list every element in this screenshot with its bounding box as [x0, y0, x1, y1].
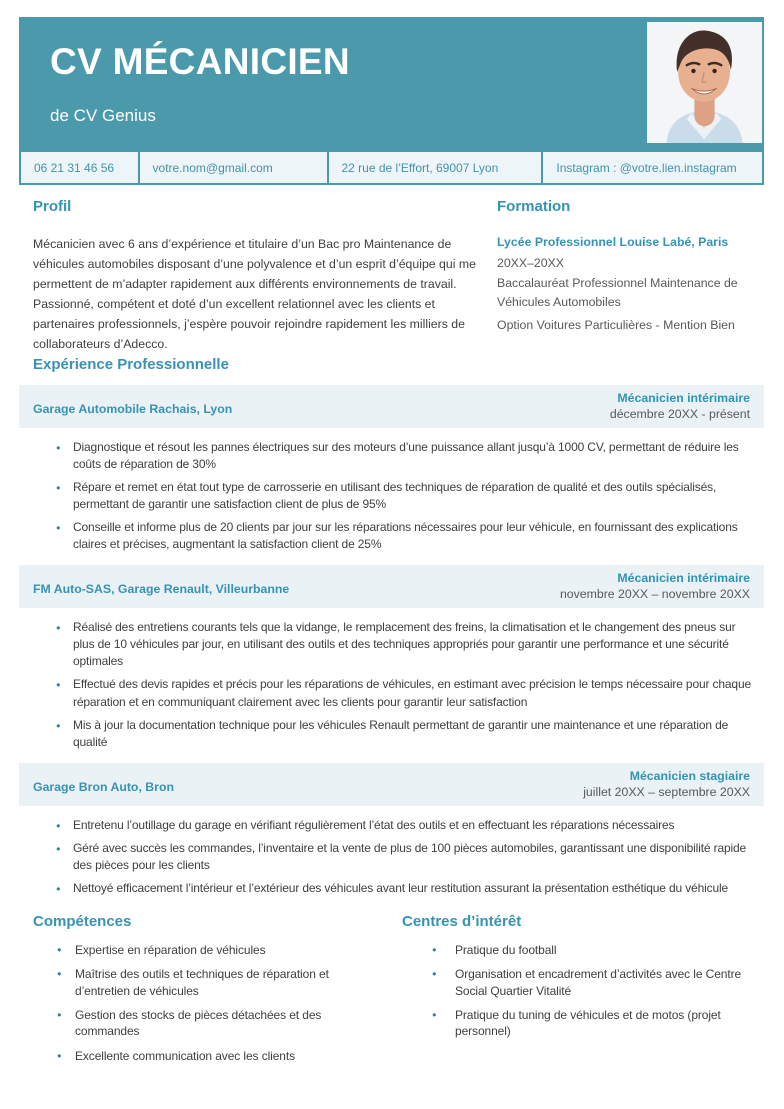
job-company: FM Auto-SAS, Garage Renault, Villeurbanne	[33, 582, 290, 597]
job-bullet: ● Mis à jour la documentation technique pour les véhicules Renault permettant de garantir une maintenance et une réparation de qualité	[19, 717, 758, 751]
job-title: Mécanicien intérimaire	[617, 571, 750, 586]
job-bullet-list	[19, 817, 764, 897]
competences-list	[33, 942, 378, 1065]
job-title-dates	[610, 391, 750, 421]
job-bullet: ● Réalisé des entretiens courants tels que la vidange, le remplacement des freins, la climatisation et le changement des pneus sur plus de 10 véhicules par jour, en utilisant des outils et des techniques appropriés pour garantir une performance et une sécurité optimales	[19, 619, 758, 670]
job-entry	[19, 385, 764, 553]
job-bullet: ● Répare et remet en état tout type de carrosserie en utilisant des techniques de réparation de qualité et des outils spécialisés, permettant de garantir une satisfaction client de plus de 95%	[19, 479, 758, 513]
job-entry	[19, 763, 764, 897]
contact-email: votre.nom@gmail.com	[140, 152, 329, 183]
profile-photo	[647, 22, 762, 143]
interets-heading: Centres d’intérêt	[402, 912, 522, 930]
interet-item: ● Organisation et encadrement d’activités avec le Centre Social Quartier Vitalité	[402, 966, 750, 999]
experience-heading: Expérience Professionnelle	[33, 356, 229, 374]
competence-item: ● Excellente communication avec les clients	[33, 1048, 378, 1064]
job-bullet: ● Entretenu l’outillage du garage en vérifiant régulièrement l’état des outils et en effectuant les réparations nécessaires	[19, 817, 758, 834]
bottom-columns	[33, 913, 750, 1073]
job-header-bar	[19, 385, 764, 428]
formation-option: Option Voitures Particulières - Mention Bien	[497, 317, 735, 332]
bottom-content	[19, 913, 764, 1073]
section-formation	[497, 198, 750, 354]
header-subtitle: de CV Genius	[50, 105, 156, 125]
header-band	[19, 17, 764, 152]
main-content	[19, 198, 764, 373]
job-bullet: ● Diagnostique et résout les pannes électriques sur des moteurs d’une puissance allant jusqu’à 1000 CV, permettant de réduire les coûts de réparation de 30%	[19, 439, 758, 473]
page-title: CV MÉCANICIEN	[50, 41, 350, 82]
competence-item: ● Gestion des stocks de pièces détachées et des commandes	[33, 1007, 378, 1040]
formation-heading: Formation	[497, 198, 571, 215]
section-competences	[33, 913, 378, 1073]
interet-item: ● Pratique du tuning de véhicules et de motos (projet personnel)	[402, 1007, 750, 1040]
interet-item: ● Pratique du football	[402, 942, 750, 958]
job-title-dates	[583, 769, 750, 799]
job-bullet-list	[19, 619, 764, 750]
formation-degree: Baccalauréat Professionnel Maintenance de Véhicules Automobiles	[497, 275, 738, 309]
job-bullet: ● Conseille et informe plus de 20 clients par jour sur les réparations nécessaires pour leur véhicule, en fournissant des explications claires et précises, augmentant la satisfaction client de 25%	[19, 519, 758, 553]
competence-item: ● Maîtrise des outils et techniques de réparation et d’entretien de véhicules	[33, 966, 378, 999]
profil-heading: Profil	[33, 198, 72, 215]
job-bullet: ● Effectué des devis rapides et précis pour les réparations de véhicules, en estimant avec précision le temps nécessaire pour chaque réparation et en communiquant clairement avec les clients pour garantir leur satisfaction	[19, 676, 758, 710]
job-bullet: ● Géré avec succès les commandes, l’inventaire et la vente de plus de 100 pièces automobiles, garantissant une disponibilité rapide des pièces pour les clients	[19, 840, 758, 874]
contact-bar	[19, 152, 764, 185]
formation-school: Lycée Professionnel Louise Labé, Paris	[497, 235, 729, 249]
job-title: Mécanicien stagiaire	[629, 768, 750, 783]
competence-item: ● Expertise en réparation de véhicules	[33, 942, 378, 958]
job-dates: juillet 20XX – septembre 20XX	[583, 784, 750, 799]
section-interets	[402, 913, 750, 1073]
job-company: Garage Automobile Rachais, Lyon	[33, 402, 233, 417]
formation-dates: 20XX–20XX	[497, 255, 565, 270]
contact-instagram: Instagram : @votre.lien.instagram	[556, 160, 737, 175]
contact-phone: 06 21 31 46 56	[21, 152, 140, 183]
job-header-bar	[19, 763, 764, 806]
contact-address: 22 rue de l’Effort, 69007 Lyon	[329, 152, 544, 183]
job-header-bar	[19, 565, 764, 608]
section-profil	[33, 198, 493, 354]
job-dates: novembre 20XX – novembre 20XX	[559, 587, 750, 602]
job-entry	[19, 565, 764, 750]
profil-paragraph: Mécanicien avec 6 ans d’expérience et titulaire d’un Bac pro Maintenance de véhicules automobiles disposant d’une polyvalence et d’un esprit d’équipe qui me permettent de m’adapter rapidement aux différents environnements de travail. Passionné, compétent et doté d’un excellent relationnel avec les clients et partenaires professionnels, j’espère pouvoir rejoindre rapidement les milliers de collaborateurs d’Adecco.	[33, 237, 476, 352]
job-company: Garage Bron Auto, Bron	[33, 779, 174, 794]
interets-list	[402, 942, 750, 1040]
job-title: Mécanicien intérimaire	[617, 391, 750, 406]
job-bullet: ● Nettoyé efficacement l’intérieur et l’extérieur des véhicules avant leur restitution assurant la présentation esthétique du véhicule	[19, 880, 758, 897]
job-bullet-list	[19, 439, 764, 553]
top-columns	[33, 198, 750, 354]
person-avatar-illustration	[647, 22, 762, 143]
job-title-dates	[560, 571, 750, 601]
competences-heading: Compétences	[33, 912, 132, 930]
job-dates: décembre 20XX - présent	[609, 407, 750, 422]
